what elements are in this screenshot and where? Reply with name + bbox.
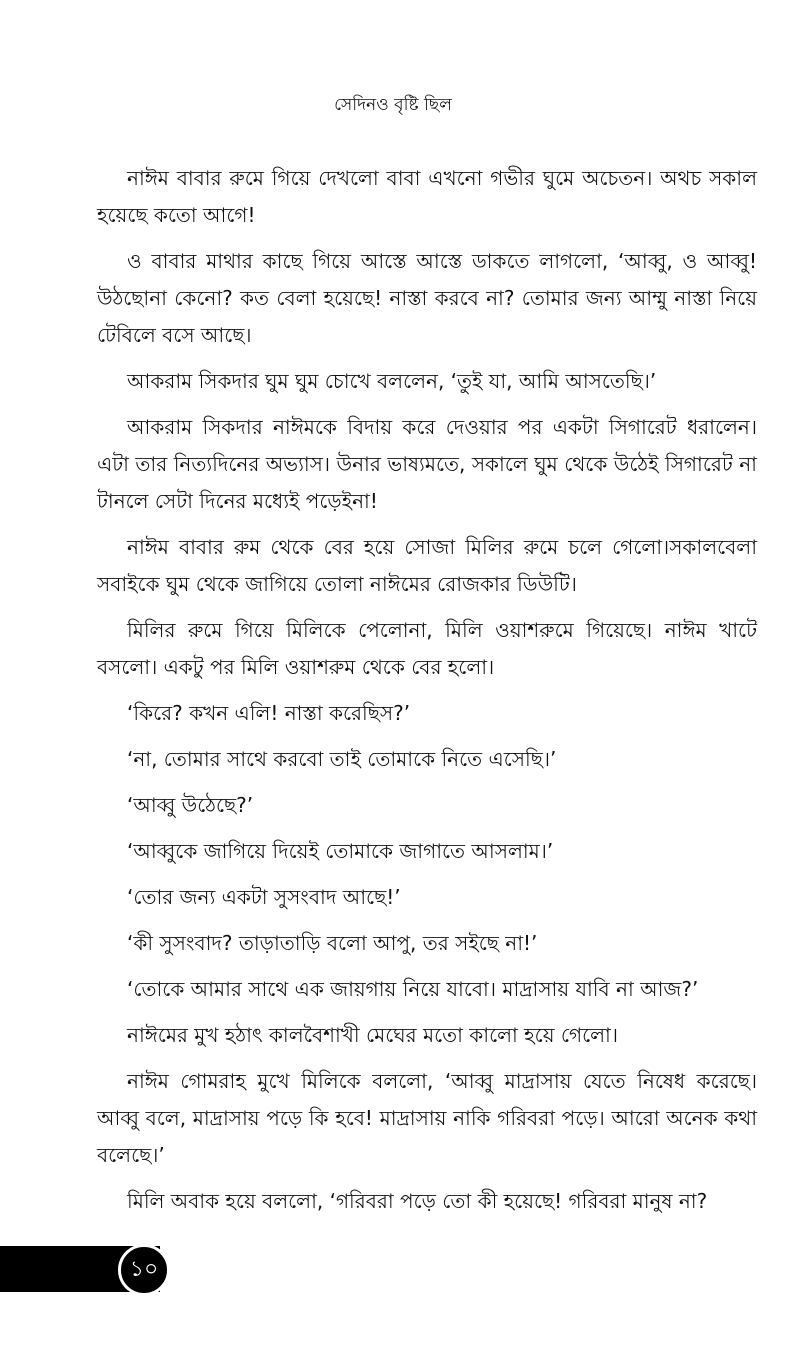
paragraph: ‘আব্বুকে জাগিয়ে দিয়েই তোমাকে জাগাতে আসলাম।’	[127, 839, 554, 863]
paragraph: নাঈম বাবার রুম থেকে বের হয়ে সোজা মিলির রুমে চলে গেলো।সকালবেলা সবাইকে ঘুম থেকে জাগিয়ে তোলা নাঈমের রোজকার ডিউটি।	[97, 535, 757, 596]
paragraph: মিলি অবাক হয়ে বললো, ‘গরিবরা পড়ে তো কী হয়েছে! গরিবরা মানুষ না?	[127, 1189, 708, 1213]
paragraph: ‘কিরে? কখন এলি! নাস্তা করেছিস?’	[127, 701, 411, 725]
paragraph: নাঈম বাবার রুমে গিয়ে দেখলো বাবা এখনো গভীর ঘুমে অচেতন। অথচ সকাল হয়েছে কতো আগে!	[97, 166, 757, 227]
paragraph: ‘আব্বু উঠেছে?’	[127, 793, 254, 817]
paragraph: মিলির রুমে গিয়ে মিলিকে পেলোনা, মিলি ওয়াশরুমে গিয়েছে। নাঈম খাটে বসলো। একটু পর মিলি ওয়াশরুম থেকে বের হলো।	[97, 618, 757, 679]
page-number: ১০	[118, 1244, 170, 1296]
paragraph: ‘না, তোমার সাথে করবো তাই তোমাকে নিতে এসেছি।’	[127, 747, 557, 771]
paragraph: ‘কী সুসংবাদ? তাড়াতাড়ি বলো আপু, তর সইছে না!’	[127, 931, 538, 955]
paragraph: ‘তোর জন্য একটা সুসংবাদ আছে!’	[127, 885, 401, 909]
body-text	[97, 160, 757, 1229]
paragraph: আকরাম সিকদার নাঈমকে বিদায় করে দেওয়ার পর একটা সিগারেট ধরালেন। এটা তার নিত্যদিনের অভ্যাস। উনার ভাষ্যমতে, সকালে ঘুম থেকে উঠেই সিগারেট না টানলে সেটা দিনের মধ্যেই পড়েইনা!	[97, 415, 757, 513]
paragraph: নাঈমের মুখ হঠাৎ কালবৈশাখী মেঘের মতো কালো হয়ে গেলো।	[127, 1023, 618, 1047]
paragraph: ও বাবার মাথার কাছে গিয়ে আস্তে আস্তে ডাকতে লাগলো, ‘আব্বু, ও আব্বু! উঠছোনা কেনো? কত বেলা হয়েছে! নাস্তা করবে না? তোমার জন্য আম্মু নাস্তা নিয়ে টেবিলে বসে আছে।	[97, 249, 757, 347]
paragraph: আকরাম সিকদার ঘুম ঘুম চোখে বললেন, ‘তুই যা, আমি আসতেছি।’	[127, 369, 657, 393]
paragraph: নাঈম গোমরাহ মুখে মিলিকে বললো, ‘আব্বু মাদ্রাসায় যেতে নিষেধ করেছে। আব্বু বলে, মাদ্রাসায় পড়ে কি হবে! মাদ্রাসায় নাকি গরিবরা পড়ে। আরো অনেক কথা বলেছে।’	[97, 1069, 757, 1167]
running-header: সেদিনও বৃষ্টি ছিল	[334, 95, 452, 115]
paragraph: ‘তোকে আমার সাথে এক জায়গায় নিয়ে যাবো। মাদ্রাসায় যাবি না আজ?’	[127, 977, 699, 1001]
